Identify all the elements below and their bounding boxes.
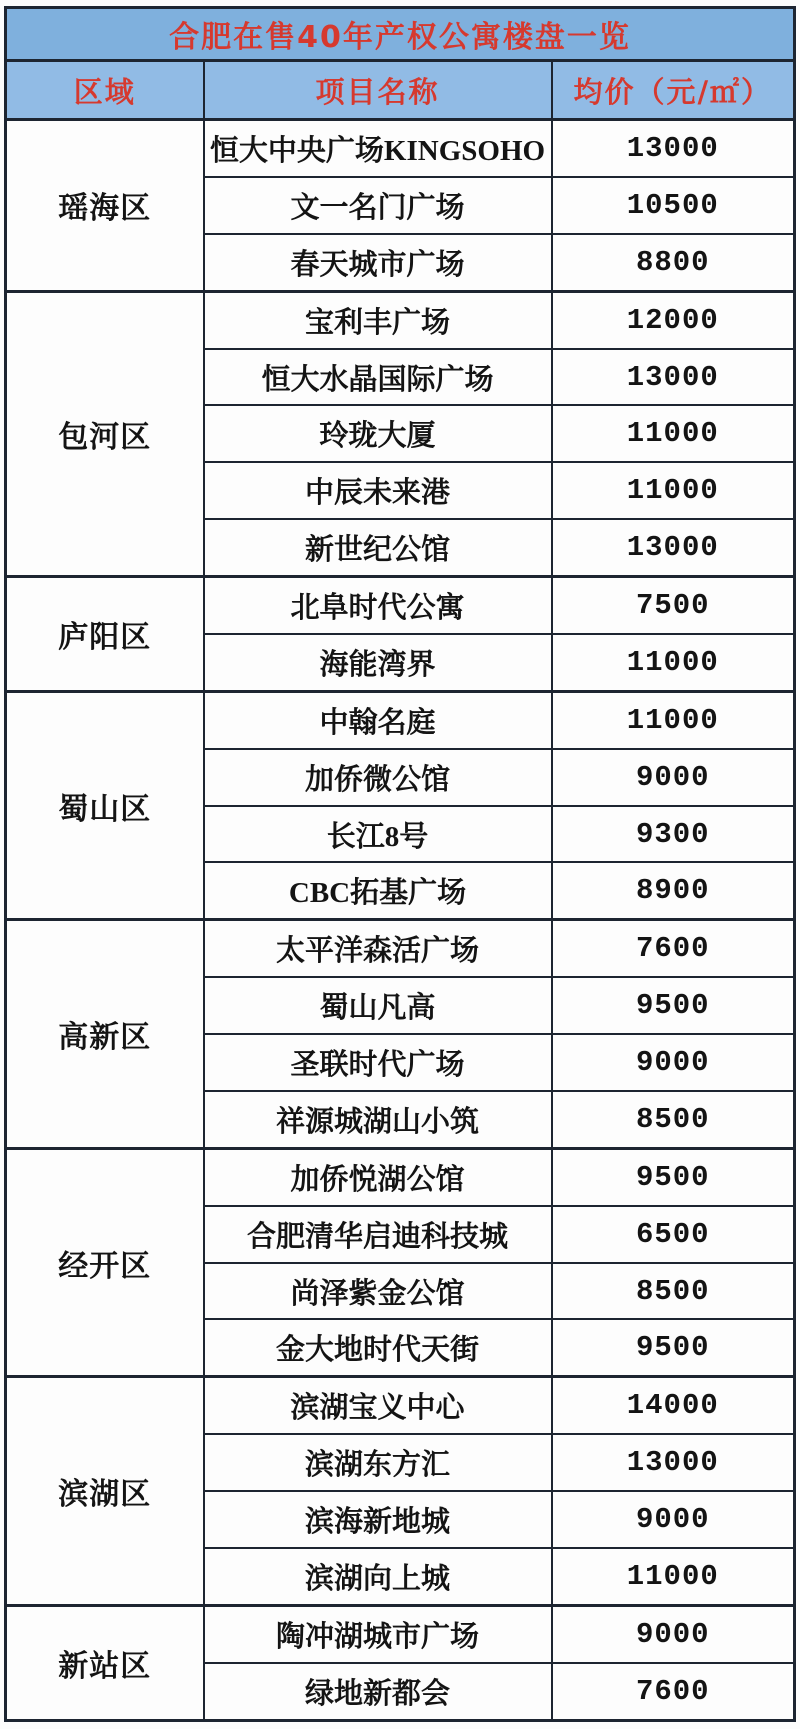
region-cell: 高新区 [6, 920, 204, 1149]
project-name-cell: 加侨微公馆 [204, 749, 552, 806]
region-cell: 新站区 [6, 1605, 204, 1720]
price-cell: 11000 [552, 462, 795, 519]
apartment-price-table [4, 6, 796, 1722]
table-header-row [6, 61, 795, 120]
project-name-cell: 中辰未来港 [204, 462, 552, 519]
project-name-cell: 加侨悦湖公馆 [204, 1148, 552, 1205]
price-cell: 13000 [552, 120, 795, 177]
project-name-cell: 祥源城湖山小筑 [204, 1091, 552, 1148]
table-row [6, 691, 795, 748]
project-name-cell: 圣联时代广场 [204, 1034, 552, 1091]
price-cell: 12000 [552, 291, 795, 348]
price-cell: 11000 [552, 405, 795, 462]
project-name-cell: 太平洋森活广场 [204, 920, 552, 977]
project-name-cell: 文一名门广场 [204, 177, 552, 234]
price-cell: 11000 [552, 1548, 795, 1605]
table-title-row [6, 8, 795, 61]
project-name-cell: 恒大中央广场KINGSOHO [204, 120, 552, 177]
price-cell: 13000 [552, 519, 795, 576]
project-name-cell: 合肥清华启迪科技城 [204, 1206, 552, 1263]
price-cell: 9500 [552, 1148, 795, 1205]
price-cell: 7600 [552, 1663, 795, 1721]
project-name-cell: 海能湾界 [204, 634, 552, 691]
price-cell: 9000 [552, 1491, 795, 1548]
price-cell: 9000 [552, 1605, 795, 1662]
table-row [6, 291, 795, 348]
table-row [6, 120, 795, 177]
price-cell: 9300 [552, 806, 795, 863]
project-name-cell: 中翰名庭 [204, 691, 552, 748]
price-cell: 7600 [552, 920, 795, 977]
project-name-cell: 春天城市广场 [204, 234, 552, 291]
price-cell: 9500 [552, 977, 795, 1034]
price-cell: 7500 [552, 577, 795, 634]
table-row [6, 577, 795, 634]
price-cell: 8900 [552, 862, 795, 919]
table-row [6, 1377, 795, 1434]
project-name-cell: 金大地时代天街 [204, 1319, 552, 1376]
region-cell: 包河区 [6, 291, 204, 576]
project-name-cell: 宝利丰广场 [204, 291, 552, 348]
project-name-cell: 长江8号 [204, 806, 552, 863]
project-name-cell: 北阜时代公寓 [204, 577, 552, 634]
price-cell: 6500 [552, 1206, 795, 1263]
table-title: 合肥在售40年产权公寓楼盘一览 [6, 8, 795, 61]
project-name-cell: 滨湖东方汇 [204, 1434, 552, 1491]
column-header-average-price: 均价（元/㎡） [552, 61, 795, 120]
price-cell: 11000 [552, 634, 795, 691]
column-header-project-name: 项目名称 [204, 61, 552, 120]
table-body [6, 120, 795, 1721]
price-cell: 8800 [552, 234, 795, 291]
price-cell: 9500 [552, 1319, 795, 1376]
column-header-region: 区域 [6, 61, 204, 120]
price-cell: 8500 [552, 1091, 795, 1148]
project-name-cell: 陶冲湖城市广场 [204, 1605, 552, 1662]
project-name-cell: 玲珑大厦 [204, 405, 552, 462]
project-name-cell: 蜀山凡高 [204, 977, 552, 1034]
price-cell: 13000 [552, 1434, 795, 1491]
region-cell: 蜀山区 [6, 691, 204, 920]
project-name-cell: CBC拓基广场 [204, 862, 552, 919]
price-cell: 10500 [552, 177, 795, 234]
project-name-cell: 恒大水晶国际广场 [204, 349, 552, 406]
project-name-cell: 绿地新都会 [204, 1663, 552, 1721]
price-cell: 13000 [552, 349, 795, 406]
project-name-cell: 新世纪公馆 [204, 519, 552, 576]
price-cell: 8500 [552, 1263, 795, 1320]
price-cell: 9000 [552, 1034, 795, 1091]
price-cell: 9000 [552, 749, 795, 806]
price-cell: 11000 [552, 691, 795, 748]
project-name-cell: 滨湖宝义中心 [204, 1377, 552, 1434]
table-row [6, 1148, 795, 1205]
table-row [6, 920, 795, 977]
price-cell: 14000 [552, 1377, 795, 1434]
region-cell: 瑶海区 [6, 120, 204, 292]
project-name-cell: 滨海新地城 [204, 1491, 552, 1548]
region-cell: 经开区 [6, 1148, 204, 1377]
region-cell: 庐阳区 [6, 577, 204, 692]
table-row [6, 1605, 795, 1662]
project-name-cell: 滨湖向上城 [204, 1548, 552, 1605]
region-cell: 滨湖区 [6, 1377, 204, 1606]
project-name-cell: 尚泽紫金公馆 [204, 1263, 552, 1320]
